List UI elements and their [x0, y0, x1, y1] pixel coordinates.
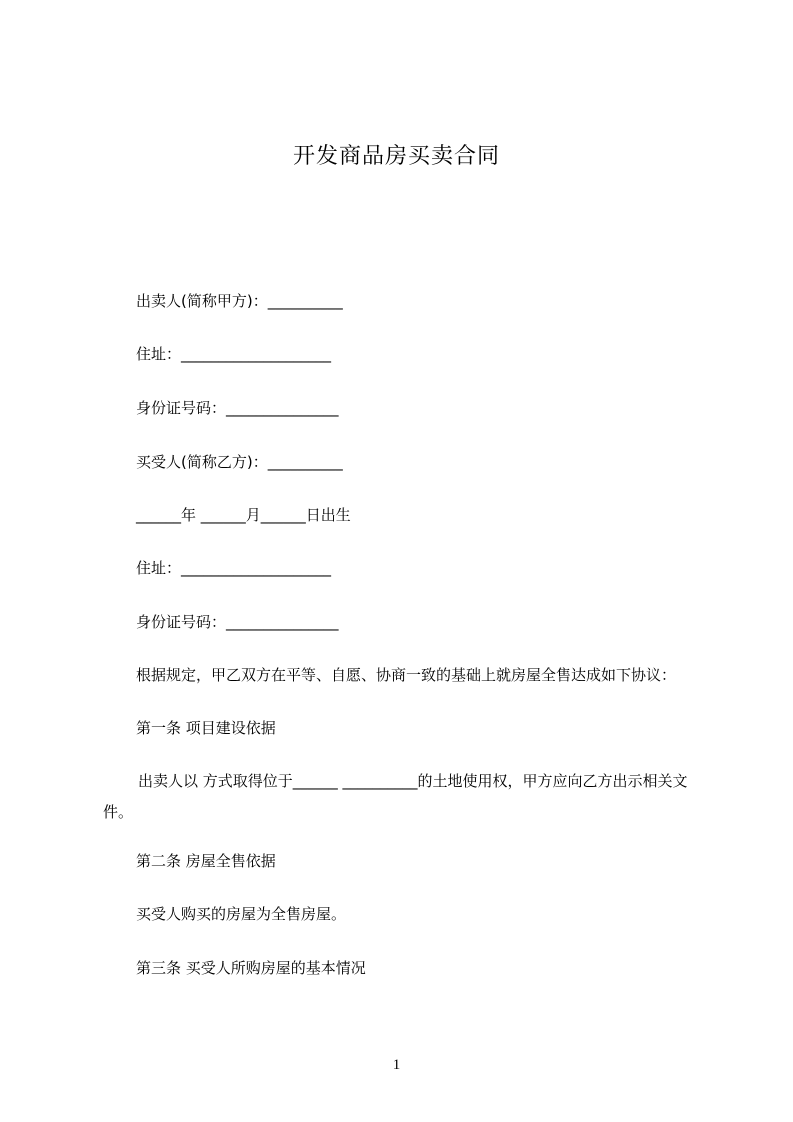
article3-heading: 第三条 买受人所购房屋的基本情况 — [136, 959, 366, 977]
document-title: 开发商品房买卖合同 — [292, 144, 500, 169]
article1-heading: 第一条 项目建设依据 — [136, 719, 276, 737]
page-number: 1 — [392, 1057, 401, 1073]
buyer-line: 买受人(简称乙方)：__________ — [136, 453, 343, 471]
birth-date-line: ______年 ______月______日出生 — [136, 506, 351, 524]
article1-body: 出卖人以 方式取得位于______ __________的土地使用权，甲方应向乙方出示相关文件。 — [103, 772, 688, 821]
seller-id-line: 身份证号码：_______________ — [136, 399, 339, 417]
article2-heading: 第二条 房屋全售依据 — [136, 852, 276, 870]
seller-line: 出卖人(简称甲方)：__________ — [136, 292, 343, 310]
article2-body: 买受人购买的房屋为全售房屋。 — [136, 905, 347, 923]
seller-address-line: 住址：____________________ — [136, 345, 332, 363]
buyer-id-line: 身份证号码：_______________ — [136, 613, 339, 631]
buyer-address-line: 住址：____________________ — [136, 559, 332, 577]
preamble-paragraph: 根据规定，甲乙双方在平等、自愿、协商一致的基础上就房屋全售达成如下协议： — [136, 666, 677, 684]
